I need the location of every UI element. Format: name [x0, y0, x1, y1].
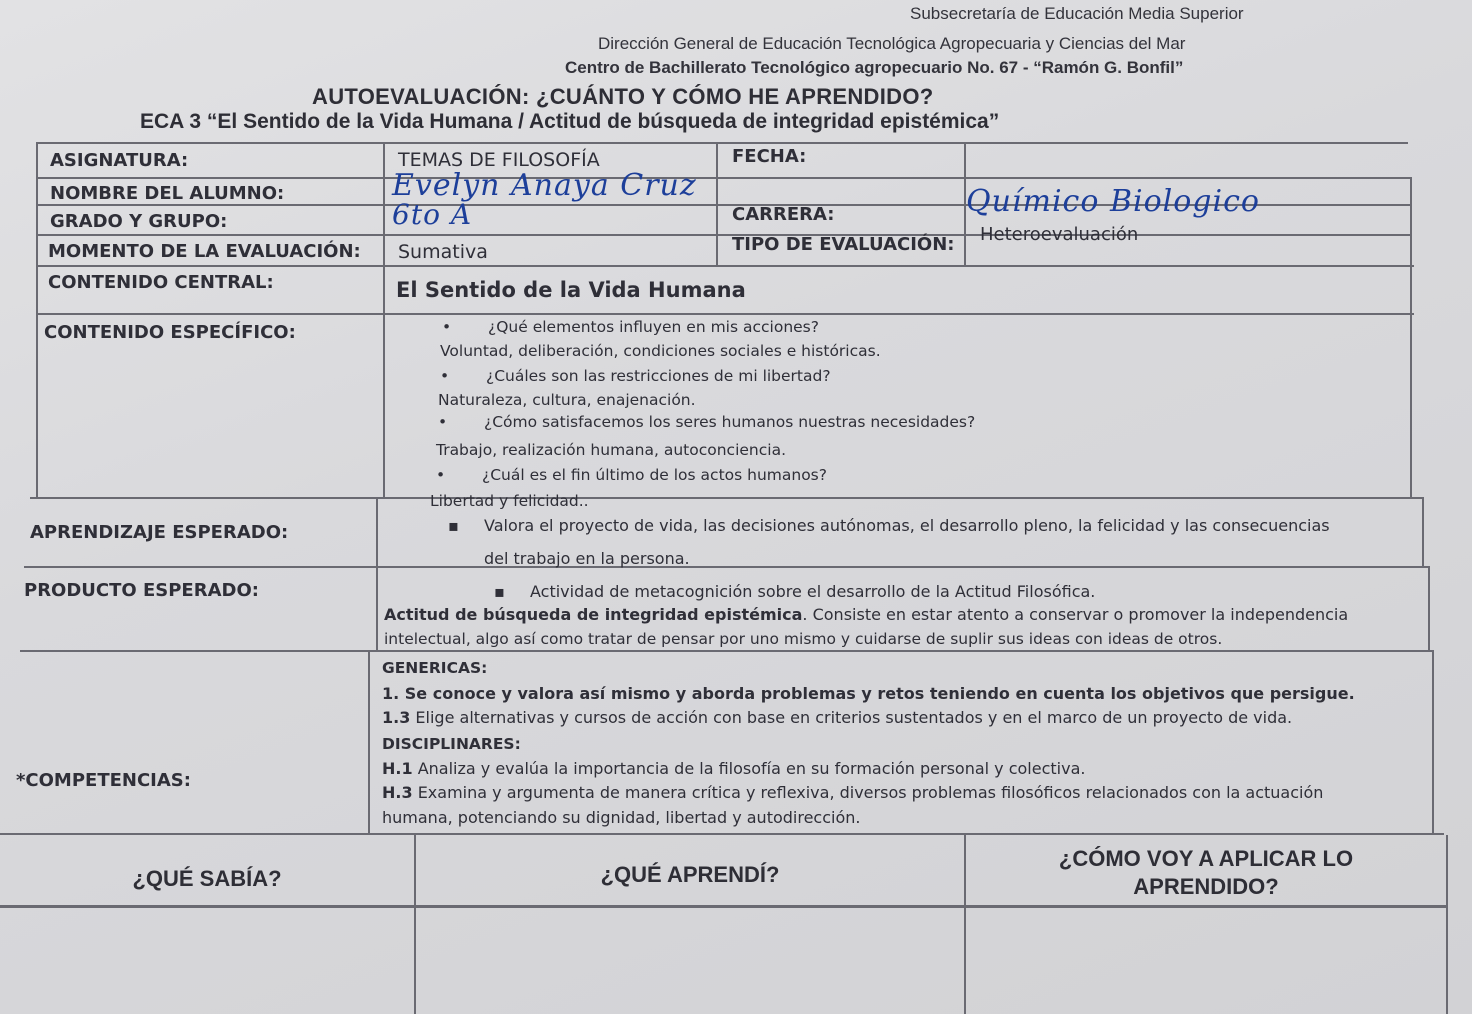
momento-value: Sumativa [398, 241, 488, 263]
producto-definition [384, 605, 1348, 624]
generica-1-3-text: Elige alternativas y cursos de acción con base en criterios sustentados y en el marco de un proyecto de vida. [410, 708, 1293, 727]
generica-1: 1. Se conoce y valora así mismo y aborda problemas y retos teniendo en cuenta los objetivos que persigue. [382, 684, 1355, 703]
disciplinar-h3-2: humana, potenciando su dignidad, libertad y autodirección. [382, 808, 861, 827]
row-line [36, 177, 1412, 179]
disciplinar-h3 [382, 783, 1323, 802]
col-line [1446, 835, 1448, 1014]
disciplinares-label: DISCIPLINARES: [382, 735, 521, 753]
contenido-answer: Voluntad, deliberación, condiciones sociales e históricas. [440, 342, 881, 360]
header-subsecretaria: Subsecretaría de Educación Media Superior [910, 4, 1244, 23]
col-line [1428, 566, 1430, 650]
carrera-field[interactable]: Químico Biologico [966, 184, 1260, 219]
aprendizaje-text: ▪ Valora el proyecto de vida, las decisiones autónomas, el desarrollo pleno, la felicidad y las consecuencias [448, 516, 1330, 535]
row-line [36, 313, 1414, 315]
row-line [24, 566, 1428, 568]
competencias-label: *COMPETENCIAS: [16, 770, 191, 791]
col-line [1432, 650, 1434, 833]
carrera-label: CARRERA: [732, 204, 835, 225]
h3-text: Examina y argumenta de manera crítica y reflexiva, diversos problemas filosóficos relacionados con la actuación [412, 783, 1324, 802]
col-line [1422, 497, 1424, 567]
eca-title: ECA 3 “El Sentido de la Vida Humana / Actitud de búsqueda de integridad epistémica” [140, 110, 1000, 133]
disciplinar-h1 [382, 759, 1085, 778]
contenido-answer: Naturaleza, cultura, enajenación. [438, 391, 696, 409]
aprendizaje-label: APRENDIZAJE ESPERADO: [30, 522, 289, 543]
nombre-label: NOMBRE DEL ALUMNO: [50, 183, 285, 204]
col-line [376, 497, 378, 650]
tipo-label: TIPO DE EVALUACIÓN: [732, 234, 955, 255]
contenido-question: • ¿Qué elementos influyen en mis acciones? [442, 318, 819, 336]
aprendizaje-text-2: del trabajo en la persona. [484, 549, 690, 568]
col-line [1410, 177, 1412, 497]
row-line [36, 234, 1412, 236]
momento-label: MOMENTO DE LA EVALUACIÓN: [48, 241, 361, 262]
row-line [30, 497, 1422, 499]
col-line [383, 142, 385, 497]
answer-como-aplicar[interactable] [968, 910, 1444, 1014]
h3-number: H.3 [382, 783, 413, 802]
header-centro: Centro de Bachillerato Tecnológico agropecuario No. 67 - “Ramón G. Bonfil” [565, 58, 1184, 77]
nombre-field[interactable]: Evelyn Anaya Cruz [392, 168, 697, 203]
h1-number: H.1 [382, 759, 413, 778]
question-como-aplicar: ¿CÓMO VOY A APLICAR LO [1058, 846, 1354, 871]
page-title: AUTOEVALUACIÓN: ¿CUÁNTO Y CÓMO HE APRENDIDO? [312, 84, 934, 109]
contenido-central-value: El Sentido de la Vida Humana [396, 278, 746, 302]
producto-bold-term: Actitud de búsqueda de integridad epistémica [384, 605, 803, 624]
contenido-question: • ¿Cómo satisfacemos los seres humanos nuestras necesidades? [438, 413, 975, 431]
col-line [716, 142, 718, 265]
header-direccion: Dirección General de Educación Tecnológica Agropecuaria y Ciencias del Mar [598, 34, 1186, 53]
row-line [0, 905, 1448, 908]
genericas-label: GENERICAS: [382, 659, 488, 677]
generica-1-3-number: 1.3 [382, 708, 411, 727]
asignatura-label: ASIGNATURA: [50, 150, 189, 171]
grado-label: GRADO Y GRUPO: [50, 211, 228, 232]
producto-text: ▪ Actividad de metacognición sobre el desarrollo de la Actitud Filosófica. [494, 582, 1095, 601]
producto-definition-rest: . Consiste en estar atento a conservar o promover la independencia [802, 605, 1349, 624]
asignatura-value: TEMAS DE FILOSOFÍA [398, 149, 600, 171]
contenido-answer: Trabajo, realización humana, autoconciencia. [436, 441, 786, 459]
question-como-aplicar-2: APRENDIDO? [1133, 874, 1279, 899]
answer-que-aprendi[interactable] [418, 910, 962, 1014]
h1-text: Analiza y evalúa la importancia de la filosofía en su formación personal y colectiva. [412, 759, 1086, 778]
contenido-question: • ¿Cuál es el fin último de los actos humanos? [436, 466, 827, 484]
contenido-answer: Libertad y felicidad.. [430, 492, 589, 510]
question-que-aprendi: ¿QUÉ APRENDÍ? [600, 862, 780, 887]
contenido-question: • ¿Cuáles son las restricciones de mi libertad? [440, 367, 831, 385]
producto-label: PRODUCTO ESPERADO: [24, 580, 259, 601]
fecha-label: FECHA: [732, 146, 807, 167]
grado-field[interactable]: 6to A [392, 198, 473, 231]
col-line [36, 142, 38, 497]
row-line [36, 265, 1414, 267]
row-line [36, 142, 1408, 144]
question-que-sabia: ¿QUÉ SABÍA? [132, 866, 282, 891]
generica-1-3 [382, 708, 1292, 727]
row-line [20, 650, 1432, 652]
col-line [368, 650, 370, 833]
tipo-value: Heteroevaluación [980, 224, 1139, 245]
contenido-central-label: CONTENIDO CENTRAL: [48, 272, 274, 293]
row-line [0, 833, 1444, 835]
producto-definition-2: intelectual, algo así como tratar de pensar por uno mismo y cuidarse de suplir sus ideas con ideas de otros. [384, 630, 1223, 648]
contenido-especifico-label: CONTENIDO ESPECÍFICO: [44, 322, 296, 343]
answer-que-sabia[interactable] [2, 910, 412, 1014]
